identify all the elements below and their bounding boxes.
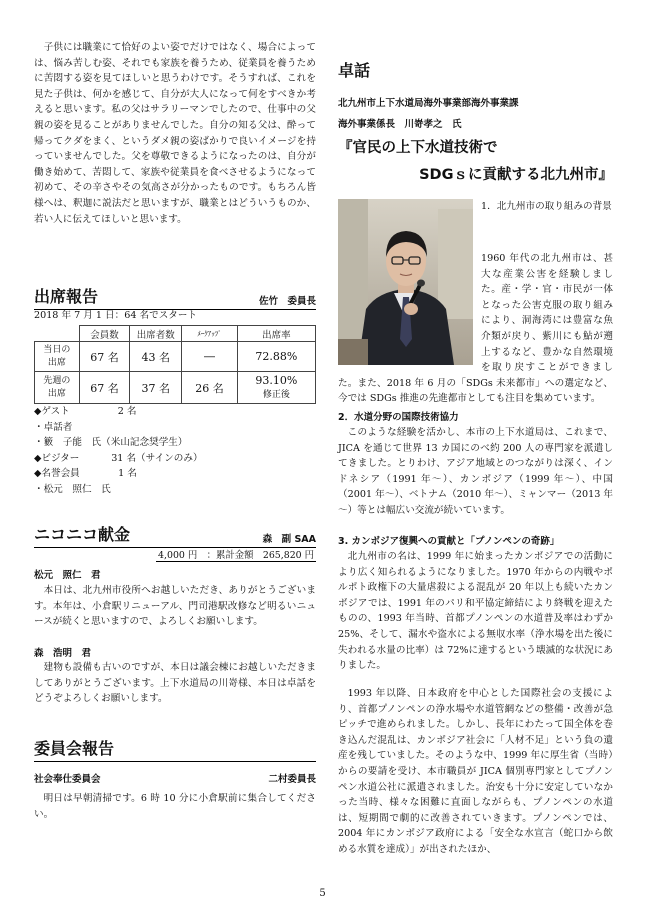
niko-entry-text-1: 本日は、北九州市役所へお越しいただき、ありがとうございます。本年は、小倉駅リニューアル、門司港駅改修など明るいニュースが続くと思いますので、よろしくお願いします。 — [34, 585, 316, 628]
header-attendees: 出席者数 — [130, 326, 182, 342]
list-item: ◆名誉会員 1 名 — [34, 468, 137, 480]
committee-title: 委員会報告 — [34, 739, 115, 758]
row-label-line2: 出席 — [47, 388, 66, 399]
section2-title: 2．水道分野の国際技術協力 — [338, 412, 459, 423]
row-rate-note: 修正後 — [262, 389, 290, 400]
niko-entry-name-1: 松元 照仁 君 — [34, 570, 101, 581]
table-corner — [35, 326, 80, 342]
photo-float-spacer — [338, 251, 481, 369]
headline-line1: 『官民の上下水道技術で — [338, 140, 498, 156]
table-row — [35, 342, 316, 372]
row-label-line1: 先週の — [43, 375, 71, 386]
row-makeup: ― — [182, 342, 237, 372]
headline-line2: SDGｓに貢献する北九州市』 — [419, 167, 613, 183]
section2-text: このような経験を活かし、本市の上下水道局は、これまで、JICA を通じて世界 13 カ国にのべ約 200 人の専門家を派遣してきました。とりわけ、アジア地域とのつながりは深く、インドネシア（1991 年～）、カンボジア（1999 年～）、中国（2001 年～）、ベトナム（2010 年～）、ミャンマー（2013 年～）等とは幅広い交流が続いています。 — [338, 427, 613, 516]
list-item: ・籔 子能 氏（米山記念奨学生） — [34, 437, 188, 449]
niko-entry-text-2: 建物も設備も古いのですが、本日は議会棟にお越しいただきましてありがとうございます。上下水道局の川嵜様、本日は卓話をどうぞよろしくお願いします。 — [34, 662, 316, 705]
niko-title: ニコニコ献金 — [34, 525, 131, 544]
row-label-line2: 出席 — [47, 357, 66, 368]
speaker-name: 海外事業係長 川嵜孝之 氏 — [338, 119, 462, 130]
niko-heading — [34, 522, 316, 548]
section3-text-1: 北九州市の名は、1999 年に始まったカンボジアでの活動により広く知られるようになりました。1970 年からの内戦やポルポト政権下の大量虐殺による混乱が 20 年以上も続いたカンボジアでは、1991 年のパリ和平協定締結により終戦を迎えたものの、1993 年当時、首都プノンペンの水道普及率はわずか 25%、そして、漏水や盗水による無収水率（浄水場を出た後に失われる水量の比率）は 72%に達するという壊滅的な状況にありました。 — [338, 551, 613, 672]
talk-title: 卓話 — [338, 61, 371, 80]
niko-amount: 4,000 円 ：累計金額 265,820 円 — [156, 547, 316, 562]
list-item: ・卓話者 — [34, 421, 73, 433]
section3-text-2: 1993 年以降、日本政府を中心とした国際社会の支援により、首都プノンペンの浄水場や水道管網などの整備・改善が急ピッチで進められました。しかし、長年にわたって国全体を巻き込んだ混乱は、カンボジア社会に「人材不足」という負の遺産を残していました。そのような中、1999 年に厚生省（当時）からの要請を受け、本市職員が JICA 個別専門家としてプノンペン水道公社に派遣されました。治安も十分に安定していなかった当時、様々な困難に直面しながらも、プノンペンの水道は、短期間で劇的に改善されていきます。プノンペンでは、2004 年にカンボジア政府による「安全な水宣言（蛇口から飲める水質を達成）」が出されたほか、 — [338, 688, 613, 855]
header-rate: 出席率 — [237, 326, 315, 342]
row-label-line1: 当日の — [43, 344, 71, 355]
niko-entry-name-2: 森 浩明 君 — [34, 648, 92, 659]
section3-title: 3. カンボジア復興への貢献と「プノンペンの奇跡」 — [338, 536, 560, 547]
niko-amount-row — [34, 547, 316, 562]
list-item: ◆ビジター 31 名（サインのみ） — [34, 452, 203, 464]
niko-reporter: 森 副 SAA — [262, 534, 316, 545]
table-row — [35, 372, 316, 404]
section1-text-content: 1960 年代の北九州市は、甚大な産業公害を経験しました。産・学・官・市民が一体となった公害克服の取り組みにより、洞海湾には豊富な魚介類が戻り、紫川にも鮎が遡上するなど、豊かな自然環境を取り戻すことができました。また、2018 年 6 月の「SDGs 未来都市」への選定など、今では SDGs 推進の先進都市としても注目を集めています。 — [338, 253, 613, 405]
header-makeup: ﾒｰｸｱｯﾌﾟ — [182, 326, 237, 342]
row-rate: 72.88% — [237, 342, 315, 372]
attendance-table — [34, 325, 316, 404]
attendance-items — [34, 404, 203, 498]
committee-name: 社会奉仕委員会 — [34, 774, 101, 785]
section1-title: 1．北九州市の取り組みの背景 — [481, 201, 612, 212]
list-item: ・松元 照仁 氏 — [34, 483, 111, 495]
committee-name-row — [34, 771, 316, 785]
section1-text — [338, 251, 613, 407]
intro-paragraph: 子供には職業にて恰好のよい姿でだけではなく、場合によっては、悩み苦しむ姿、それでも家族を養うため、従業員を養うために苦悶する姿を見てほしいと思うわけです。そうすれば、これを見た子供は、何かを感じて、自分が大人になって何をすべきか考えると思います。私の父はサラリーマンでしたので、仕事中の父親の姿を見ることがありませんでした。自分の知る父は、酔って帰ってクダをまく、というダメ親の姿ばかりで良いイメージを持っていませんでした。父を尊敬できるようになったのは、自分が働き始めて、苦悶して、家族や従業員を食べさせるようになって初めて、その辛さやその気高さが分かったものです。もちろん皆様へは、釈迦に説法だと思いますが、職業とはどういうものか、若い人に伝えてほしいと思います。 — [34, 42, 316, 225]
attendance-reporter: 佐竹 委員長 — [258, 296, 316, 307]
talk-heading — [338, 58, 613, 83]
row-makeup: 26 名 — [182, 372, 237, 404]
header-members: 会員数 — [79, 326, 129, 342]
attendance-title: 出席報告 — [34, 287, 99, 306]
page-number: 5 — [319, 888, 326, 899]
committee-text: 明日は早朝清掃です。6 時 10 分に小倉駅前に集合してください。 — [34, 793, 316, 820]
attendance-date: 2018 年 7 月 1 日：64 名でスタート — [34, 310, 198, 321]
row-rate: 93.10% — [255, 373, 298, 387]
speaker-affiliation: 北九州市上下水道局海外事業部海外事業課 — [338, 98, 519, 109]
committee-heading — [34, 736, 316, 762]
list-item: ◆ゲスト 2 名 — [34, 406, 137, 417]
row-attendees: 37 名 — [130, 372, 182, 404]
attendance-heading — [34, 284, 316, 310]
row-members: 67 名 — [79, 372, 129, 404]
section1-block — [481, 199, 613, 215]
committee-reporter: 二村委員長 — [268, 774, 316, 785]
row-members: 67 名 — [79, 342, 129, 372]
row-attendees: 43 名 — [130, 342, 182, 372]
